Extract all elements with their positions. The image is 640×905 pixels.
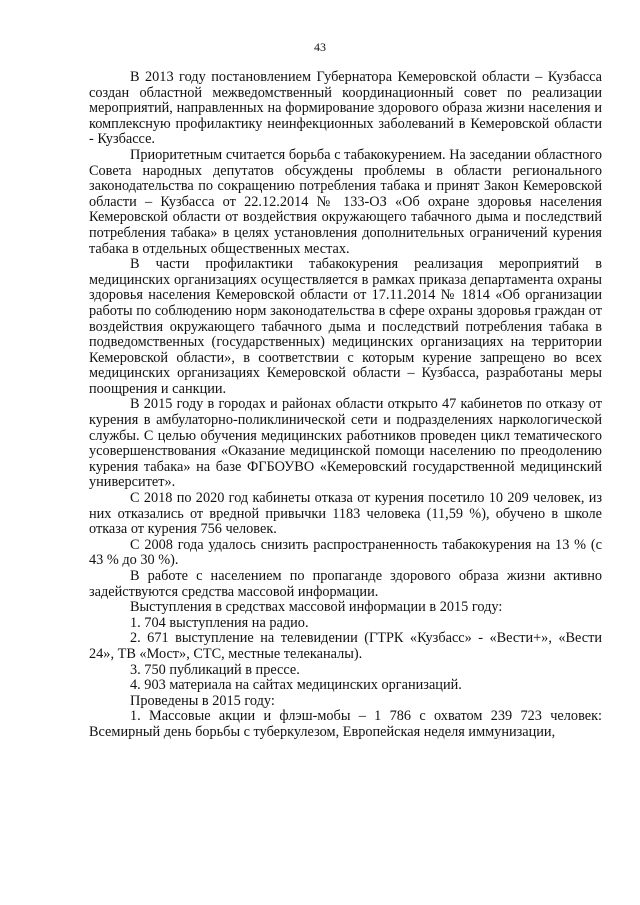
body-text <box>89 70 602 741</box>
paragraph-medical-organizations: В части профилактики табакокурения реализация мероприятий в медицинских организациях осуществляется в рамках приказа департамента охраны здоровья населения Кемеровской области от 17.11.2014 № 1814 «Об организации работы по соблюдению норм законодательства в сфере охраны здоровья граждан от воздействия окружающего табачного дыма и последствий потребления табака в подведомственных (государственных) медицинских организациях на территории Кемеровской области», в соответствии с которым курение запрещено во всех медицинских организациях Кемеровской области – Кузбасса, разработаны меры поощрения и санкции. <box>89 256 602 397</box>
list-item-radio: 1. 704 выступления на радио. <box>130 614 309 631</box>
paragraph-mass-media: В работе с населением по пропаганде здорового образа жизни активно задействуются средства массовой информации. <box>89 568 602 600</box>
list-item-television: 2. 671 выступление на телевидении (ГТРК «Кузбасс» - «Вести+», «Вести 24», ТВ «Мост», СТС, местные телеканалы). <box>89 630 602 662</box>
paragraph-prevalence-reduction: С 2008 года удалось снизить распространенность табакокурения на 13 % (с 43 % до 30 %). <box>89 536 602 569</box>
list-item-mass-actions: 1. Массовые акции и флэш-мобы – 1 786 с охватом 239 723 человек: Всемирный день борьбы с туберкулезом, Европейская неделя иммунизации, <box>89 708 602 740</box>
list-item-press: 3. 750 публикаций в прессе. <box>130 661 300 678</box>
paragraph-visits-statistics: С 2018 по 2020 год кабинеты отказа от курения посетило 10 209 человек, из них отказались от вредной привычки 1183 человека (11,59 %), обучено в школе отказа от курения 756 человек. <box>89 490 602 538</box>
list-item-websites: 4. 903 материала на сайтах медицинских организаций. <box>130 677 462 694</box>
paragraph-smoking-council: В 2013 году постановлением Губернатора Кемеровской области – Кузбасса создан областной межведомственный координационный совет по реализации мероприятий, направленных на формирование здорового образа жизни населения и комплексную профилактику неинфекционных заболеваний в Кемеровской области - Кузбассе. <box>89 69 602 148</box>
paragraph-events-heading: Проведены в 2015 году: <box>130 692 275 709</box>
paragraph-media-heading: Выступления в средствах массовой информации в 2015 году: <box>130 599 503 616</box>
page-number: 43 <box>314 40 326 54</box>
paragraph-cessation-offices: В 2015 году в городах и районах области открыто 47 кабинетов по отказу от курения в амбулаторно-поликлинической сети и подразделениях наркологической службы. С целью обучения медицинских работников проведен цикл тематического усовершенствования «Оказание медицинской помощи населению по преодолению курения табака» на базе ФГБОУВО «Кемеровский государственной медицинский университет». <box>89 396 602 491</box>
paragraph-tobacco-law: Приоритетным считается борьба с табакокурением. На заседании областного Совета народных депутатов обсуждены проблемы в области регионального законодательства по сокращению потребления табака и принят Закон Кемеровской области – Кузбасса от 22.12.2014 № 133-ОЗ «Об охране здоровья населения Кемеровской области от воздействия окружающего табачного дыма и последствий потребления табака» в целях установления дополнительных ограничений курения табака в отдельных общественных местах. <box>89 146 602 257</box>
